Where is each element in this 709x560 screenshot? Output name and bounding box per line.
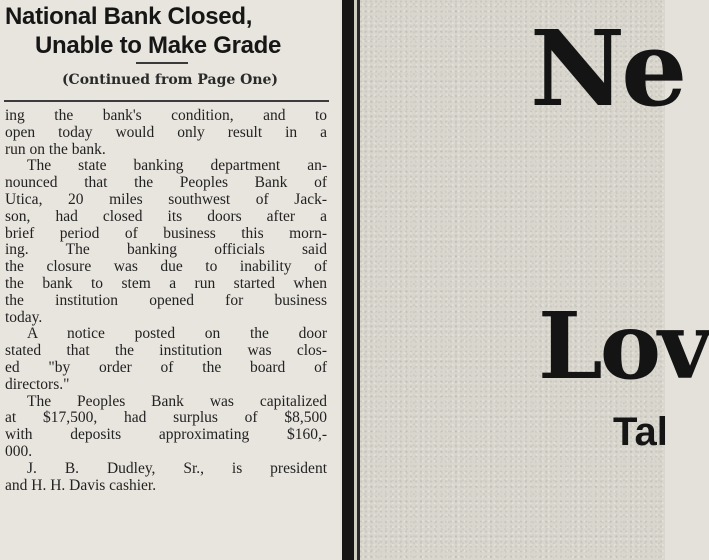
- continued-note: (Continued from Page One): [61, 72, 279, 88]
- paragraph-4: [5, 394, 327, 461]
- headline-rule: [136, 62, 188, 64]
- body-line: Utica, 20 miles southwest of Jack-: [5, 190, 327, 208]
- body-line: ing the bank's condition, and to: [5, 107, 327, 124]
- body-line: brief period of business this morn-: [5, 224, 327, 242]
- paragraph-3: [5, 326, 327, 393]
- body-line: directors.": [5, 375, 70, 393]
- body-line: with deposits approximating $160,-: [5, 426, 327, 444]
- body-line: The state banking department an-: [27, 157, 327, 175]
- paragraph-5: [5, 461, 327, 495]
- ad-subtext: Tal: [613, 410, 668, 454]
- article-column: [0, 0, 340, 560]
- paragraph-2: [5, 158, 327, 326]
- paragraph-1: [5, 108, 327, 158]
- ad-headline-2: Lov: [538, 292, 709, 400]
- body-line: open today would only result in a: [5, 123, 327, 141]
- body-line: nounced that the Peoples Bank of: [5, 174, 327, 192]
- body-line: the institution opened for business: [5, 291, 327, 309]
- advertisement-panel: [360, 0, 709, 560]
- body-line: son, had closed its doors after a: [5, 207, 327, 225]
- body-line: J. B. Dudley, Sr., is president: [27, 459, 327, 477]
- headline-line-2: Unable to Make Grade: [35, 32, 282, 59]
- body-line: and H. H. Davis cashier.: [5, 476, 157, 494]
- body-line: the closure was due to inability of: [5, 258, 327, 276]
- body-line: The Peoples Bank was capitalized: [27, 392, 327, 410]
- ad-headline-1: Ne: [530, 7, 684, 130]
- body-line: ed "by order of the board of: [5, 358, 327, 376]
- body-line: ing. The banking officials said: [5, 241, 327, 259]
- column-divider-thick: [342, 0, 354, 560]
- body-line: stated that the institution was clos-: [5, 342, 327, 360]
- body-line: 000.: [5, 442, 33, 460]
- body-line: today.: [5, 308, 43, 326]
- body-line: A notice posted on the door: [27, 325, 327, 343]
- article-headline: [4, 2, 334, 60]
- body-line: the bank to stem a run started when: [5, 274, 327, 292]
- article-body: [5, 108, 327, 494]
- body-line: at $17,500, had surplus of $8,500: [5, 409, 327, 427]
- headline-line-1: National Bank Closed,: [5, 3, 253, 30]
- body-line: run on the bank.: [5, 140, 106, 158]
- section-rule: [4, 100, 329, 102]
